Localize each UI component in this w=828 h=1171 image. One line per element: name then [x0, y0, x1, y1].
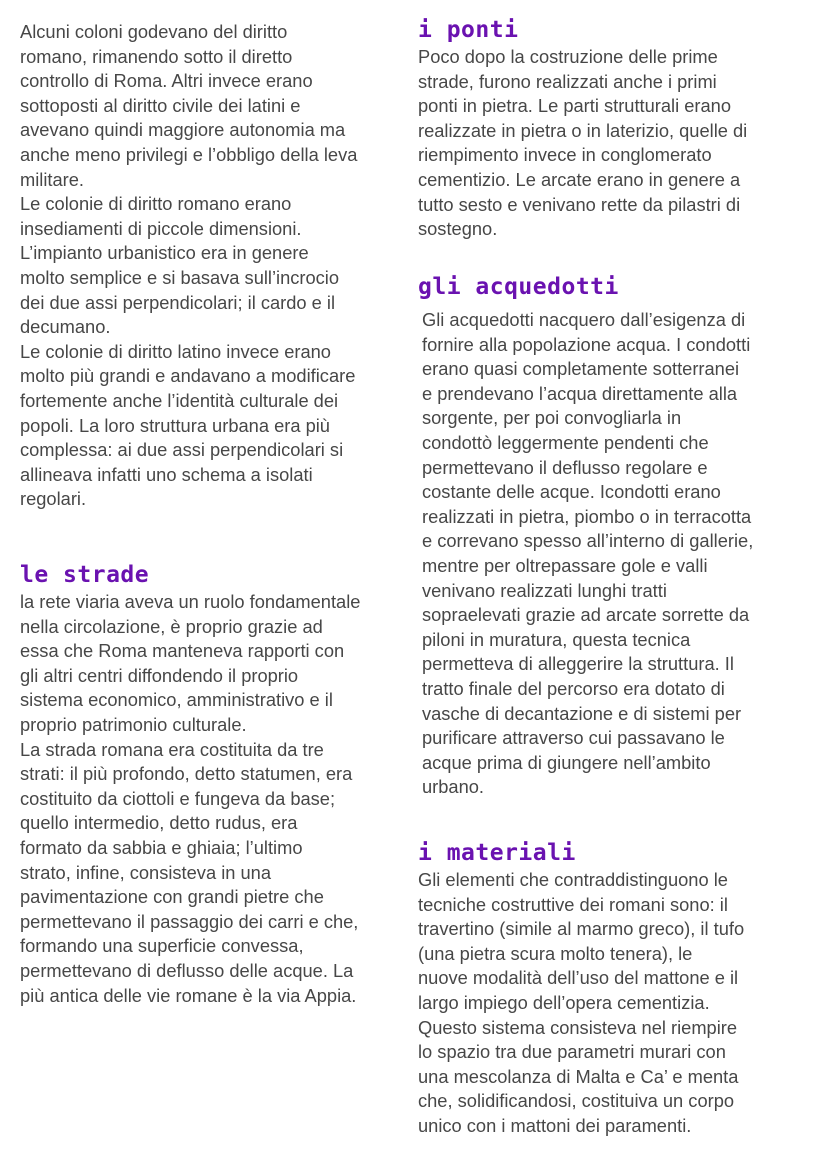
text-line: strade, furono realizzati anche i primi — [418, 70, 717, 92]
text-line: la rete viaria aveva un ruolo fondamentale — [20, 591, 361, 612]
text-line: Le colonie di diritto romano erano — [20, 193, 292, 215]
text-line: strati: il più profondo, detto statumen, era — [20, 763, 353, 785]
text-line: largo impiego dell’opera cementizia. — [418, 991, 710, 1013]
text-line: sottoposti al diritto civile dei latini e — [20, 94, 301, 116]
text-line: militare. — [20, 168, 84, 190]
section-body — [20, 590, 360, 1008]
text-line: quello intermedio, detto rudus, era — [20, 812, 298, 834]
text-line: e prendevano l’acqua direttamente alla — [422, 382, 738, 404]
text-line: acque prima di giungere nell’ambito — [422, 751, 711, 773]
text-line: permettevano il deflusso regolare e — [422, 456, 708, 478]
text-line: molto più grandi e andavano a modificare — [20, 365, 356, 387]
text-line: sostegno. — [418, 218, 498, 240]
text-line: sorgente, per poi convogliarla in — [422, 407, 682, 429]
text-line: strato, infine, consisteva in una — [20, 861, 272, 883]
section-heading: i ponti — [418, 17, 519, 43]
text-line: La strada romana era costituita da tre — [20, 738, 324, 760]
text-line: realizzate in pietra o in laterizio, quelle di — [418, 119, 748, 141]
text-line: avevano quindi maggiore autonomia ma — [20, 119, 346, 141]
text-line: riempimento invece in conglomerato — [418, 144, 712, 166]
text-line: ponti in pietra. Le parti strutturali erano — [418, 95, 731, 117]
text-line: una mescolanza di Malta e Ca’ e menta — [418, 1065, 739, 1087]
text-line: piloni in muratura, questa tecnica — [422, 628, 691, 650]
text-line: permettevano di deflusso delle acque. La — [20, 959, 354, 981]
text-line: allineava infatti uno schema a isolati — [20, 463, 313, 485]
text-line: dei due assi perpendicolari; il cardo e il — [20, 291, 336, 313]
text-line: formato da sabbia e ghiaia; l’ultimo — [20, 836, 303, 858]
text-line: mentre per oltrepassare gole e valli — [422, 554, 708, 576]
text-line: Poco dopo la costruzione delle prime — [418, 46, 718, 67]
text-line: erano quasi completamente sotterranei — [422, 358, 740, 380]
section-body — [418, 308, 753, 800]
text-line: Questo sistema consisteva nel riempire — [418, 1016, 738, 1038]
text-line: Gli acquedotti nacquero dall’esigenza di — [422, 309, 746, 330]
text-line: lo spazio tra due parametri murari con — [418, 1041, 726, 1063]
text-line: gli altri centri diffondendo il proprio — [20, 664, 299, 686]
text-line: realizzati in pietra, piombo o in terracotta — [422, 505, 752, 527]
text-line: controllo di Roma. Altri invece erano — [20, 70, 313, 92]
text-line: Alcuni coloni godevano del diritto — [20, 21, 288, 42]
text-line: nella circolazione, è proprio grazie ad — [20, 615, 323, 637]
text-line: costituito da ciottoli e fungeva da base; — [20, 787, 336, 809]
text-line: più antica delle vie romane è la via Appia. — [20, 984, 357, 1006]
section-body — [418, 45, 747, 242]
text-line: proprio patrimonio culturale. — [20, 713, 247, 735]
text-line: romano, rimanendo sotto il diretto — [20, 45, 293, 67]
section-le-strade — [20, 562, 360, 1008]
text-line: permettevano il passaggio dei carri e che, — [20, 910, 359, 932]
text-line: venivano realizzati lunghi tratti — [422, 579, 667, 601]
text-line: essa che Roma manteneva rapporti con — [20, 640, 345, 662]
text-line: pavimentazione con grandi pietre che — [20, 886, 324, 908]
text-line: tutto sesto e venivano rette da pilastri di — [418, 193, 741, 215]
text-line: tratto finale del percorso era dotato di — [422, 677, 725, 699]
section-i-materiali — [418, 840, 744, 1139]
text-line: vasche di decantazione e di sistemi per — [422, 702, 742, 724]
text-line: decumano. — [20, 316, 111, 338]
section-body — [418, 868, 744, 1139]
text-line: travertino (simile al marmo greco), il tufo — [418, 918, 745, 940]
text-line: popoli. La loro struttura urbana era più — [20, 414, 330, 436]
text-line: Gli elementi che contraddistinguono le — [418, 869, 728, 890]
text-line: unico con i mattoni dei paramenti. — [418, 1114, 692, 1136]
text-line: condottò leggermente pendenti che — [422, 431, 709, 453]
text-line: L’impianto urbanistico era in genere — [20, 242, 309, 264]
text-line: molto semplice e si basava sull’incrocio — [20, 266, 340, 288]
text-line: insediamenti di piccole dimensioni. — [20, 217, 302, 239]
section-heading: gli acquedotti — [418, 274, 619, 300]
text-line: formando una superficie convessa, — [20, 935, 304, 957]
section-i-ponti — [418, 17, 747, 242]
section-heading: i materiali — [418, 840, 576, 866]
text-line: costante delle acque. Icondotti erano — [422, 481, 721, 503]
text-line: Le colonie di diritto latino invece erano — [20, 340, 331, 362]
text-line: permetteva di alleggerire la struttura. Il — [422, 653, 734, 675]
text-line: e correvano spesso all’interno di gallerie, — [422, 530, 754, 552]
text-line: purificare attraverso cui passavano le — [422, 727, 725, 749]
section-heading: le strade — [20, 562, 150, 588]
text-line: complessa: ai due assi perpendicolari si — [20, 439, 344, 461]
text-line: urbano. — [422, 776, 485, 798]
text-line: regolari. — [20, 488, 87, 510]
right-column — [418, 0, 818, 1171]
text-line: cementizio. Le arcate erano in genere a — [418, 168, 741, 190]
section-gli-acquedotti — [418, 274, 753, 800]
text-line: nuove modalità dell’uso del mattone e il — [418, 967, 739, 989]
text-line: (una pietra scura molto tenera), le — [418, 942, 693, 964]
text-line: fortemente anche l’identità culturale dei — [20, 389, 339, 411]
text-line: che, solidificandosi, costituiva un corpo — [418, 1090, 735, 1112]
text-line: anche meno privilegi e l’obbligo della leva — [20, 143, 358, 165]
text-line: sopraelevati grazie ad arcate sorrette da — [422, 604, 750, 626]
text-line: sistema economico, amministrativo e il — [20, 689, 333, 711]
intro-paragraph — [20, 20, 357, 512]
text-line: tecniche costruttive dei romani sono: il — [418, 893, 728, 915]
text-line: fornire alla popolazione acqua. I condotti — [422, 333, 751, 355]
left-column — [20, 0, 405, 1171]
